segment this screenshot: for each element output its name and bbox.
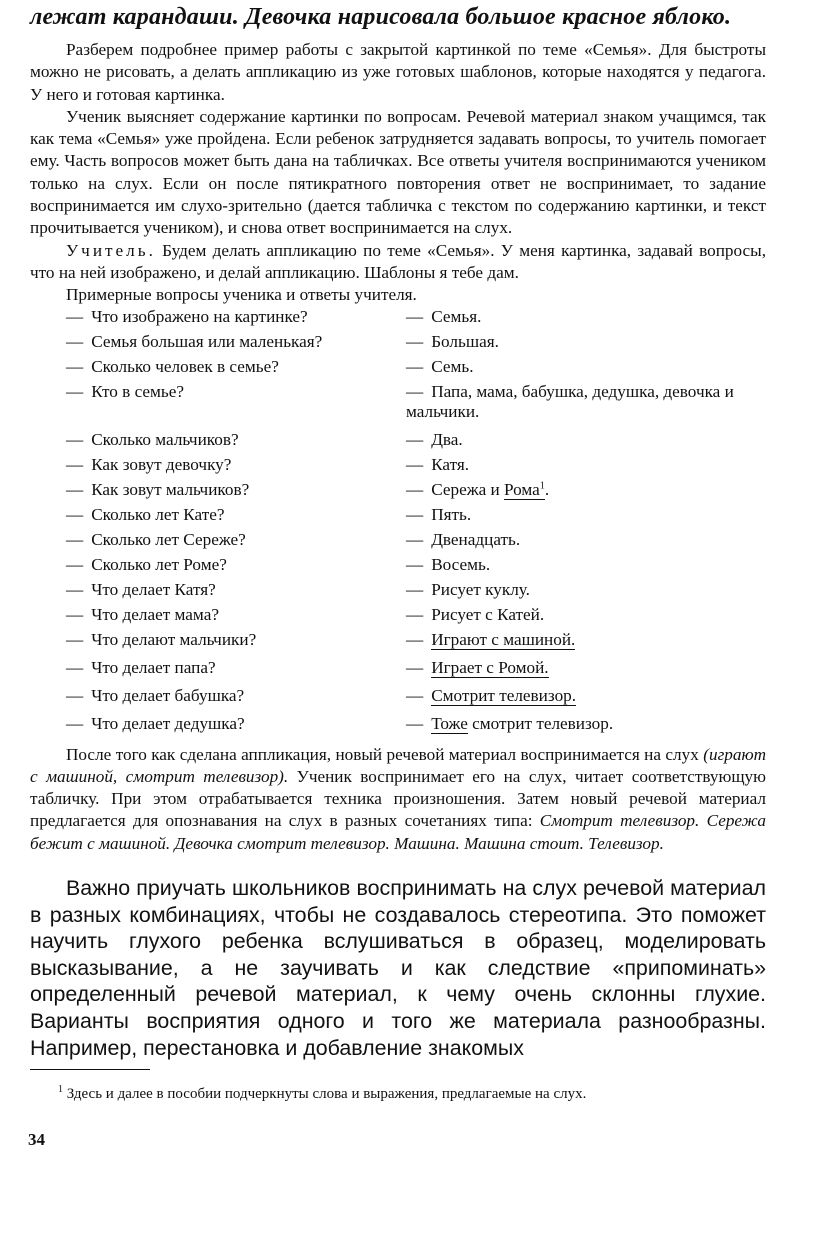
dialog-answer bbox=[406, 505, 766, 525]
dialog-question bbox=[30, 307, 406, 327]
dash: — bbox=[66, 529, 84, 549]
question-text: Что делает Катя? bbox=[91, 579, 216, 599]
dialog-question bbox=[30, 555, 406, 575]
dialog-row bbox=[30, 505, 766, 530]
answer-text: Рома bbox=[504, 479, 540, 499]
dash: — bbox=[406, 306, 424, 326]
dialog-row bbox=[30, 455, 766, 480]
answer-underlined bbox=[431, 658, 548, 678]
dialog-answer bbox=[406, 480, 766, 500]
answer-text: Восемь. bbox=[431, 554, 491, 574]
question-text: Сколько лет Роме? bbox=[91, 554, 227, 574]
after-italic-a: (играют с машиной, смотрит телевизор). bbox=[30, 744, 766, 786]
dash: — bbox=[66, 604, 84, 624]
dialog-row bbox=[30, 630, 766, 658]
answer-underlined bbox=[504, 480, 545, 500]
answer-text: Семья. bbox=[431, 306, 482, 326]
dialog-row bbox=[30, 430, 766, 455]
dialog-answer bbox=[406, 580, 766, 600]
dialog-answer bbox=[406, 357, 766, 377]
dash: — bbox=[406, 554, 424, 574]
dialog-answer bbox=[406, 714, 766, 734]
dash: — bbox=[66, 479, 84, 499]
question-text: Что изображено на картинке? bbox=[91, 306, 308, 326]
answer-text: Семь. bbox=[431, 356, 474, 376]
answer-underlined bbox=[431, 630, 575, 650]
answer-text: Играет с Ромой. bbox=[431, 657, 549, 677]
dash: — bbox=[66, 579, 84, 599]
dash: — bbox=[66, 331, 84, 351]
answer-text: Тоже bbox=[431, 713, 468, 733]
page-content bbox=[30, 0, 766, 1150]
dialog-row bbox=[30, 555, 766, 580]
answer-text: Двенадцать. bbox=[431, 529, 521, 549]
dialog-question bbox=[30, 455, 406, 475]
dash: — bbox=[406, 479, 424, 499]
footnote-text: Здесь и далее в пособии подчеркнуты слова и выражения, предлагаемые на слух. bbox=[66, 1086, 587, 1103]
question-text: Сколько человек в семье? bbox=[91, 356, 279, 376]
dash: — bbox=[66, 356, 84, 376]
paragraph-after-dialog bbox=[30, 744, 766, 855]
dash: — bbox=[406, 429, 424, 449]
question-text: Что делают мальчики? bbox=[91, 629, 257, 649]
dialog-row bbox=[30, 580, 766, 605]
dialog-row bbox=[30, 480, 766, 505]
question-text: Сколько мальчиков? bbox=[91, 429, 239, 449]
dialog-answer bbox=[406, 455, 766, 475]
dialog-question bbox=[30, 630, 406, 650]
dash: — bbox=[66, 381, 84, 401]
dialog-answer bbox=[406, 555, 766, 575]
dialog-question bbox=[30, 530, 406, 550]
dialog-answer bbox=[406, 605, 766, 625]
dialog-question bbox=[30, 714, 406, 734]
dialog-answer bbox=[406, 658, 766, 678]
question-text: Что делает бабушка? bbox=[91, 685, 245, 705]
answer-text: . bbox=[544, 479, 550, 499]
dash: — bbox=[66, 306, 84, 326]
question-text: Как зовут мальчиков? bbox=[91, 479, 250, 499]
dash: — bbox=[406, 657, 424, 677]
dialog-row bbox=[30, 605, 766, 630]
paragraph-teacher bbox=[30, 240, 766, 285]
answer-text: Сережа и bbox=[431, 479, 505, 499]
footnote bbox=[30, 1080, 766, 1104]
answer-text: смотрит телевизор. bbox=[467, 713, 614, 733]
dialog-row bbox=[30, 714, 766, 742]
dash: — bbox=[406, 604, 424, 624]
dialog-row bbox=[30, 307, 766, 332]
question-text: Что делает мама? bbox=[91, 604, 219, 624]
dialog-question bbox=[30, 480, 406, 500]
dash: — bbox=[66, 685, 84, 705]
answer-text: Пять. bbox=[431, 504, 472, 524]
teacher-speaker-label: Учитель. bbox=[66, 240, 156, 260]
dialog-answer bbox=[406, 630, 766, 650]
answer-underlined bbox=[431, 686, 576, 706]
dash: — bbox=[406, 331, 424, 351]
question-text: Семья большая или маленькая? bbox=[91, 331, 323, 351]
dash: — bbox=[66, 657, 84, 677]
dialog-question bbox=[30, 658, 406, 678]
dialog-question bbox=[30, 382, 406, 402]
footnote-ref: 1 bbox=[539, 479, 545, 491]
page-number: 34 bbox=[28, 1130, 45, 1150]
dialog-answer bbox=[406, 307, 766, 327]
answer-text: Рисует с Катей. bbox=[431, 604, 545, 624]
dash: — bbox=[406, 529, 424, 549]
dialog-question bbox=[30, 357, 406, 377]
question-text: Сколько лет Кате? bbox=[91, 504, 225, 524]
paragraph-large: Важно приучать школьников воспринимать на слух речевой материал в разных комбинациях, чтобы не создавалось стереотипа. Это поможет научить глухого ребенка вслушиваться в образец, моделировать высказывание, а не заучивать и как следствие «припоминать» определенный речевой материал, к чему очень склонны глухие. Варианты восприятия одного и того же материала разнообразны. Например, перестановка и добавление знакомых bbox=[30, 876, 766, 1060]
dash: — bbox=[406, 579, 424, 599]
dialog-question bbox=[30, 430, 406, 450]
dialog-row bbox=[30, 332, 766, 357]
after-text-a: После того как сделана аппликация, новый речевой материал воспринимается на слух bbox=[66, 744, 704, 764]
footnote-divider bbox=[30, 1069, 150, 1070]
dialog-intro: Примерные вопросы ученика и ответы учителя. bbox=[66, 285, 417, 305]
dialog-row bbox=[30, 357, 766, 382]
dash: — bbox=[66, 429, 84, 449]
dialog-list bbox=[30, 307, 766, 742]
dash: — bbox=[406, 629, 424, 649]
dash: — bbox=[406, 356, 424, 376]
answer-text: Смотрит телевизор. bbox=[431, 685, 577, 705]
after-italic-b: Смотрит телевизор. Сережа бежит с машиной. Девочка смотрит телевизор. Машина. Машина стоит. Телевизор. bbox=[30, 811, 766, 853]
answer-text: Играют с машиной. bbox=[431, 629, 576, 649]
paragraph-content: Ученик выясняет содержание картинки по вопросам. Речевой материал знаком учащимся, так как тема «Семья» уже пройдена. Если ребенок затрудняется задавать вопросы, то учитель помогает ему. Часть вопросов может быть дана на табличках. Все ответы учителя воспринимаются учеником только на слух. Если он после пятикратного повторения ответ не воспринимает, то задание воспринимается им слухо-зрительно (дается табличка с текстом по содержанию картинки, и текст прочитывается учеником), и снова ответ воспринимается на слух. bbox=[30, 106, 766, 238]
dialog-question bbox=[30, 686, 406, 706]
question-text: Что делает папа? bbox=[91, 657, 216, 677]
dash: — bbox=[66, 554, 84, 574]
dash: — bbox=[66, 454, 84, 474]
teacher-speech: Будем делать аппликацию по теме «Семья». У меня картинка, задавай вопросы, что на ней изображено, и делай аппликацию. Шаблоны я тебе дам. bbox=[30, 240, 766, 282]
top-line: лежат карандаши. Девочка нарисовала большое красное яблоко. bbox=[30, 4, 732, 30]
dash: — bbox=[406, 504, 424, 524]
paragraph-intro: Разберем подробнее пример работы с закрытой картинкой по теме «Семья». Для быстроты можно не рисовать, а делать аппликацию из уже готовых шаблонов, которые находятся у педагога. У него и готовая картинка. bbox=[30, 40, 766, 104]
question-text: Что делает дедушка? bbox=[91, 713, 245, 733]
dialog-row bbox=[30, 530, 766, 555]
dialog-answer bbox=[406, 686, 766, 706]
dash: — bbox=[66, 713, 84, 733]
answer-text: Два. bbox=[431, 429, 463, 449]
dialog-answer bbox=[406, 332, 766, 352]
dialog-question bbox=[30, 505, 406, 525]
dash: — bbox=[406, 454, 424, 474]
question-text: Кто в семье? bbox=[91, 381, 185, 401]
after-text-b: Ученик воспринимает его на слух, читает соответствующую табличку. При этом отрабатывается техника произношения. Затем новый речевой материал предлагается для опознавания на слух в разных сочетаниях типа: bbox=[30, 766, 766, 831]
dialog-row bbox=[30, 658, 766, 686]
dash: — bbox=[66, 504, 84, 524]
dash: — bbox=[406, 381, 424, 401]
dash: — bbox=[406, 685, 424, 705]
dialog-row bbox=[30, 686, 766, 714]
dialog-question bbox=[30, 332, 406, 352]
dialog-question bbox=[30, 580, 406, 600]
answer-text: Большая. bbox=[431, 331, 499, 351]
dialog-answer bbox=[406, 530, 766, 550]
answer-text: Катя. bbox=[431, 454, 470, 474]
dialog-answer bbox=[406, 382, 766, 422]
answer-text: Папа, мама, бабушка, дедушка, девочка и мальчики. bbox=[406, 381, 734, 421]
dialog-answer bbox=[406, 430, 766, 450]
answer-underlined bbox=[431, 714, 468, 734]
dash: — bbox=[66, 629, 84, 649]
dash: — bbox=[406, 713, 424, 733]
answer-text: Рисует куклу. bbox=[431, 579, 530, 599]
footnote-mark: 1 bbox=[58, 1084, 63, 1096]
dialog-row bbox=[30, 382, 766, 430]
question-text: Сколько лет Сереже? bbox=[91, 529, 246, 549]
question-text: Как зовут девочку? bbox=[91, 454, 232, 474]
dialog-question bbox=[30, 605, 406, 625]
